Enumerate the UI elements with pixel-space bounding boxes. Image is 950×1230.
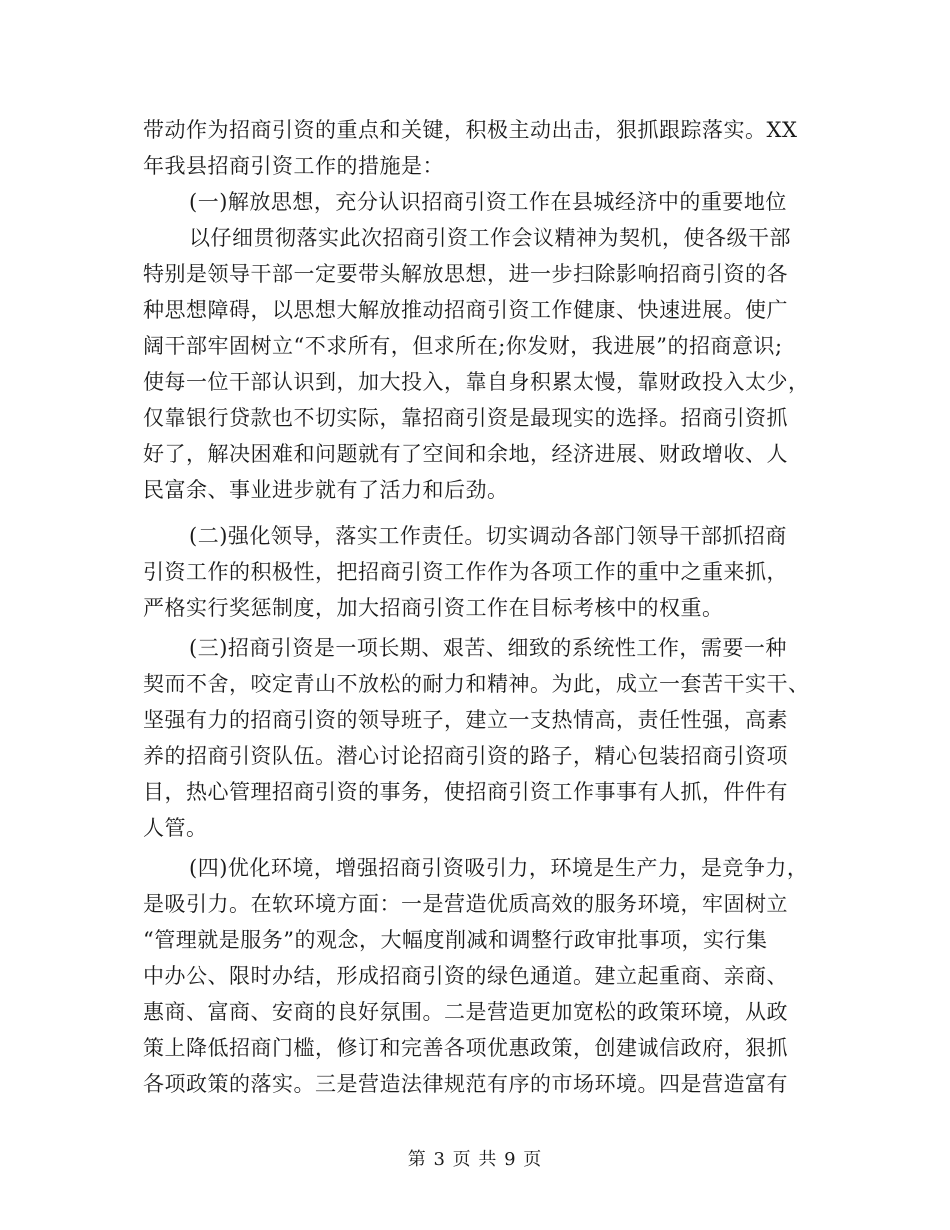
text-line: 阔干部牢固树立“不求所有，但求所在;你发财，我进展”的招商意识; xyxy=(143,334,783,358)
section-heading: (三)招商引资是一项长期、艰苦、细致的系统性工作，需要一种 xyxy=(189,636,787,660)
text-line: 年我县招商引资工作的措施是： xyxy=(143,154,444,178)
text-line: 惠商、富商、安商的良好氛围。二是营造更加宽松的政策环境，从政 xyxy=(143,1000,788,1024)
text-line: 契而不舍，咬定青山不放松的耐力和精神。为此，成立一套苦干实干、 xyxy=(143,672,810,696)
text-line: “管理就是服务”的观念，大幅度削减和调整行政审批事项，实行集 xyxy=(143,928,768,952)
text-line: 是吸引力。在软环境方面：一是营造优质高效的服务环境，牢固树立 xyxy=(143,892,788,916)
text-line: 目，热心管理招商引资的事务，使招商引资工作事事有人抓，件件有 xyxy=(143,780,788,804)
text-line: 策上降低招商门槛，修订和完善各项优惠政策，创建诚信政府，狠抓 xyxy=(143,1036,788,1060)
text-line: 带动作为招商引资的重点和关键，积极主动出击，狠抓跟踪落实。XX xyxy=(143,118,798,142)
text-line: 中办公、限时办结，形成招商引资的绿色通道。建立起重商、亲商、 xyxy=(143,964,788,988)
text-line: 坚强有力的招商引资的领导班子，建立一支热情高，责任性强，高素 xyxy=(143,708,788,732)
text-line: 以仔细贯彻落实此次招商引资工作会议精神为契机，使各级干部 xyxy=(189,226,791,250)
section-heading: (四)优化环境，增强招商引资吸引力，环境是生产力，是竞争力， xyxy=(189,856,809,880)
section-heading: (一)解放思想，充分认识招商引资工作在县城经济中的重要地位 xyxy=(189,190,787,214)
text-line: 特别是领导干部一定要带头解放思想，进一步扫除影响招商引资的各 xyxy=(143,262,788,286)
section-heading: (二)强化领导，落实工作责任。切实调动各部门领导干部抓招商 xyxy=(189,524,787,548)
text-line: 引资工作的积极性，把招商引资工作作为各项工作的重中之重来抓， xyxy=(143,560,788,584)
text-line: 好了，解决困难和问题就有了空间和余地，经济进展、财政增收、人 xyxy=(143,442,788,466)
text-line: 养的招商引资队伍。潜心讨论招商引资的路子，精心包装招商引资项 xyxy=(143,744,788,768)
text-line: 各项政策的落实。三是营造法律规范有序的市场环境。四是营造富有 xyxy=(143,1072,788,1096)
text-line: 种思想障碍，以思想大解放推动招商引资工作健康、快速进展。使广 xyxy=(143,298,788,322)
page-number-footer: 第 3 页 共 9 页 xyxy=(407,1149,543,1170)
text-line: 严格实行奖惩制度，加大招商引资工作在目标考核中的权重。 xyxy=(143,596,724,620)
text-line: 人管。 xyxy=(143,816,208,840)
text-line: 民富余、事业进步就有了活力和后劲。 xyxy=(143,478,509,502)
text-line: 使每一位干部认识到，加大投入，靠自身积累太慢，靠财政投入太少， xyxy=(143,370,810,394)
text-line: 仅靠银行贷款也不切实际，靠招商引资是最现实的选择。招商引资抓 xyxy=(143,406,788,430)
